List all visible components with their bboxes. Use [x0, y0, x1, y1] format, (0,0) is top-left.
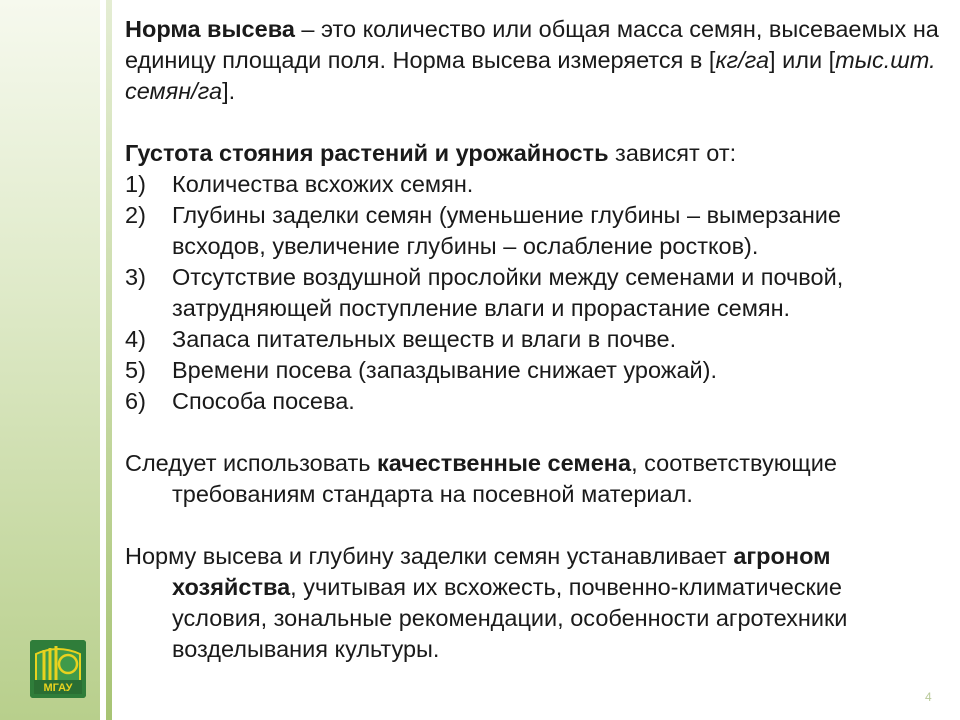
list-item: 2) Глубины заделки семян (уменьшение глубины – вымерзание всходов, увеличение глубины – ослабление ростков). [125, 202, 841, 259]
page-number: 4 [925, 690, 932, 704]
university-logo [30, 640, 86, 698]
sidebar-decoration [0, 0, 100, 720]
factors-heading: Густота стояния растений и урожайность зависят от: [125, 140, 737, 166]
agronomist-paragraph: Норму высева и глубину заделки семян устанавливает агроном хозяйства, учитывая их всхожесть, почвенно-климатические условия, зональные рекомендации, особенности агротехники возделывания культуры. [125, 543, 848, 662]
list-item: 4) Запаса питательных веществ и влаги в почве. [125, 326, 677, 352]
definition-paragraph: Норма высева – это количество или общая масса семян, высеваемых на единицу площади поля. Норма высева измеряется в [кг/га] или [тыс.шт. семян/га]. [125, 16, 939, 104]
logo-emblem-icon [30, 640, 86, 698]
factors-list [125, 169, 940, 417]
slide-content [125, 14, 940, 665]
list-item: 1) Количества всхожих семян. [125, 171, 474, 197]
list-item: 5) Времени посева (запаздывание снижает урожай). [125, 357, 718, 383]
term-seeding-rate: Норма высева [125, 16, 295, 42]
logo-text: МГАУ [43, 682, 73, 694]
sidebar-accent-line [106, 0, 112, 720]
quality-seeds-paragraph: Следует использовать качественные семена, соответствующие требованиям стандарта на посевной материал. [125, 450, 837, 507]
list-item: 3) Отсутствие воздушной прослойки между семенами и почвой, затрудняющей поступление влаги и прорастание семян. [125, 264, 844, 321]
list-item: 6) Способа посева. [125, 388, 355, 414]
